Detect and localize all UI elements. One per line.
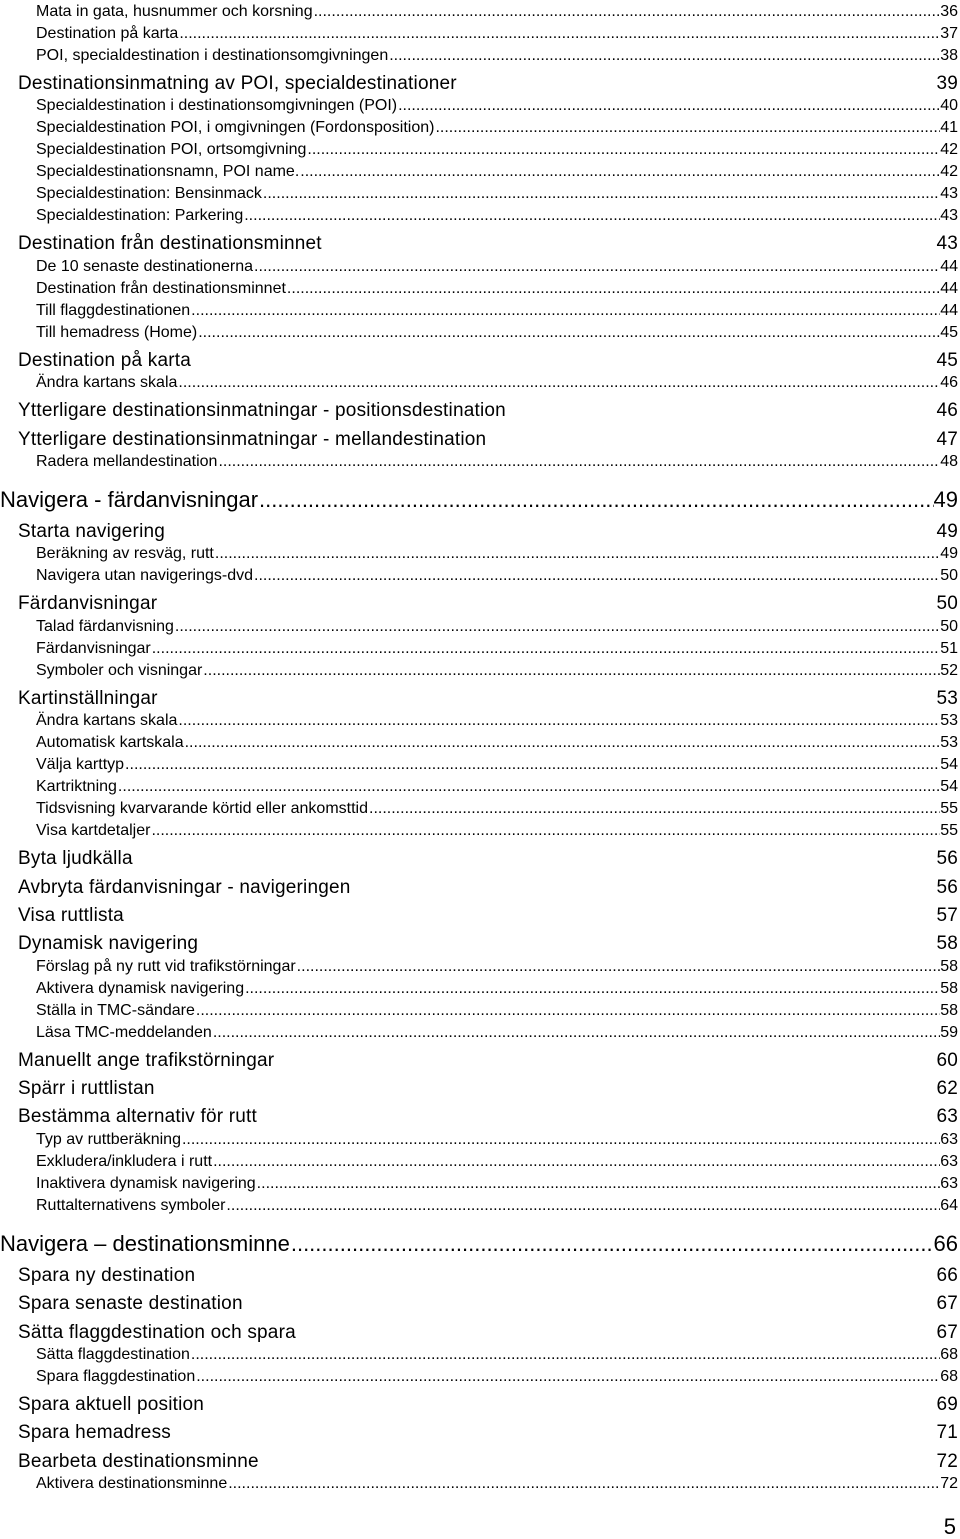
toc-entry-page: 40: [940, 97, 958, 115]
toc-entry-title: Ställa in TMC-sändare: [36, 1001, 195, 1019]
toc-entry-title: Ytterligare destinationsinmatningar - positionsdestination: [18, 400, 506, 422]
toc-entry-title: Spärr i ruttlistan: [18, 1078, 155, 1100]
dot-leader: [175, 616, 940, 638]
dot-leader: [228, 1473, 940, 1495]
toc-entry-title: Till hemadress (Home): [36, 323, 198, 341]
toc-section: [0, 899, 960, 927]
toc-section: [0, 515, 960, 543]
toc-entry-page: 51: [940, 639, 958, 657]
toc-subsection: [0, 278, 960, 300]
toc-subsection: [0, 183, 960, 205]
toc-entry-title: Automatisk kartskala: [36, 734, 184, 752]
dot-leader: [178, 372, 940, 394]
toc-subsection: [0, 616, 960, 638]
toc-entry-title: Spara senaste destination: [18, 1293, 243, 1315]
toc-subsection: [0, 978, 960, 1000]
toc-entry-title: Dynamisk navigering: [18, 933, 199, 955]
toc-entry-page: 58: [940, 1001, 958, 1019]
toc-subsection: [0, 1473, 960, 1495]
dot-leader: [307, 139, 940, 161]
toc-entry-page: 56: [936, 848, 958, 870]
toc-entry-page: 54: [940, 756, 958, 774]
toc-subsection: [0, 1000, 960, 1022]
toc-entry-page: 49: [940, 545, 958, 563]
toc-subsection: [0, 1, 960, 23]
toc-entry-title: Specialdestination i destinationsomgivningen (POI): [36, 97, 398, 115]
toc-subsection: [0, 1173, 960, 1195]
toc-entry-title: Spara flaggdestination: [36, 1368, 196, 1386]
toc-entry-title: Ändra kartans skala: [36, 712, 178, 730]
toc-section: [0, 227, 960, 255]
toc-entry-page: 66: [936, 1264, 958, 1286]
toc-entry-page: 68: [940, 1346, 958, 1364]
toc-section: [0, 67, 960, 95]
toc-subsection: [0, 372, 960, 394]
toc-entry-title: Radera mellandestination: [36, 452, 218, 470]
toc-entry-page: 43: [940, 207, 958, 225]
toc-section: [0, 423, 960, 451]
toc-entry-page: 46: [940, 374, 958, 392]
toc-entry-title: Mata in gata, husnummer och korsning: [36, 3, 313, 20]
toc-section: [0, 1416, 960, 1444]
toc-entry-title: Färdanvisningar: [18, 593, 158, 615]
toc-entry-title: De 10 senaste destinationerna: [36, 257, 254, 275]
dot-leader: [254, 565, 940, 587]
dot-leader: [226, 1195, 940, 1217]
toc-subsection: [0, 798, 960, 820]
toc-entry-page: 72: [936, 1450, 958, 1472]
toc-section: [0, 682, 960, 710]
toc-subsection: [0, 451, 960, 473]
toc-entry-title: Navigera utan navigerings-dvd: [36, 567, 254, 585]
dot-leader: [314, 1, 941, 23]
toc-entry-page: 57: [936, 904, 958, 926]
dot-leader: [263, 183, 940, 205]
toc-section: [0, 1287, 960, 1315]
toc-chapter: [0, 473, 960, 515]
toc-entry-page: 47: [936, 428, 958, 450]
toc-entry-page: 52: [940, 661, 958, 679]
toc-subsection: [0, 1195, 960, 1217]
dot-leader: [196, 1000, 940, 1022]
toc-entry-title: Kartinställningar: [18, 687, 158, 709]
toc-subsection: [0, 322, 960, 344]
toc-chapter: [0, 1217, 960, 1259]
toc-entry-title: Ändra kartans skala: [36, 374, 178, 392]
toc-entry-page: 44: [940, 279, 958, 297]
toc-entry-title: Sätta flaggdestination och spara: [18, 1321, 296, 1343]
toc-entry-title: Exkludera/inkludera i rutt: [36, 1152, 213, 1170]
toc-entry-title: Specialdestination POI, ortsomgivning: [36, 141, 307, 159]
toc-entry-page: 37: [940, 25, 958, 42]
toc-entry-title: Starta navigering: [18, 520, 166, 542]
toc-subsection: [0, 710, 960, 732]
toc-entry-page: 58: [940, 957, 958, 975]
toc-entry-title: Specialdestination POI, i omgivningen (Fordonsposition): [36, 119, 435, 137]
toc-subsection: [0, 1022, 960, 1044]
toc-entry-title: Bestämma alternativ för rutt: [18, 1106, 257, 1128]
dot-leader: [259, 484, 933, 515]
toc-subsection: [0, 660, 960, 682]
toc-entry-page: 50: [940, 617, 958, 635]
toc-entry-title: Specialdestination: Bensinmack: [36, 185, 262, 203]
toc-entry-title: Kartriktning: [36, 778, 117, 796]
toc-entry-page: 58: [940, 979, 958, 997]
dot-leader: [213, 1022, 940, 1044]
toc-entry-title: Destination från destinationsminnet: [36, 279, 286, 297]
dot-leader: [218, 451, 940, 473]
toc-entry-page: 58: [936, 933, 958, 955]
toc-entry-page: 63: [940, 1152, 958, 1170]
toc-subsection: [0, 117, 960, 139]
toc-section: [0, 1044, 960, 1072]
toc-section: [0, 927, 960, 955]
toc-entry-title: Förslag på ny rutt vid trafikstörningar: [36, 957, 296, 975]
dot-leader: [179, 23, 940, 45]
toc-section: [0, 394, 960, 422]
toc-subsection: [0, 95, 960, 117]
dot-leader: [291, 1228, 934, 1259]
dot-leader: [152, 638, 940, 660]
dot-leader: [300, 161, 940, 183]
toc-entry-page: 46: [936, 400, 958, 422]
toc-entry-title: POI, specialdestination i destinationsomgivningen: [36, 47, 389, 64]
toc-entry-page: 41: [940, 119, 958, 137]
dot-leader: [245, 978, 940, 1000]
toc-entry-page: 36: [940, 3, 958, 20]
toc-entry-title: Inaktivera dynamisk navigering: [36, 1174, 256, 1192]
dot-leader: [198, 322, 940, 344]
toc-subsection: [0, 565, 960, 587]
toc-entry-title: Ytterligare destinationsinmatningar - mellandestination: [18, 428, 487, 450]
toc-entry-page: 39: [936, 73, 958, 94]
dot-leader: [287, 278, 940, 300]
toc-entry-title: Avbryta färdanvisningar - navigeringen: [18, 876, 351, 898]
toc-entry-page: 64: [940, 1196, 958, 1214]
toc-subsection: [0, 543, 960, 565]
dot-leader: [191, 300, 940, 322]
toc-subsection: [0, 45, 960, 67]
toc-entry-title: Destination på karta: [36, 25, 179, 42]
toc-section: [0, 1072, 960, 1100]
toc-subsection: [0, 1129, 960, 1151]
dot-leader: [435, 117, 940, 139]
toc-entry-page: 62: [936, 1078, 958, 1100]
toc-entry-page: 60: [936, 1049, 958, 1071]
toc-section: [0, 1388, 960, 1416]
dot-leader: [389, 45, 940, 67]
toc-subsection: [0, 205, 960, 227]
dot-leader: [182, 1129, 940, 1151]
toc-entry-title: Aktivera destinationsminne: [36, 1475, 228, 1493]
toc-subsection: [0, 139, 960, 161]
toc-entry-page: 50: [940, 567, 958, 585]
toc-entry-page: 67: [936, 1293, 958, 1315]
toc-subsection: [0, 1366, 960, 1388]
toc-entry-page: 55: [940, 822, 958, 840]
toc-entry-title: Specialdestinationsnamn, POI name.: [36, 163, 300, 181]
dot-leader: [215, 543, 940, 565]
dot-leader: [151, 820, 940, 842]
toc-entry-page: 66: [933, 1230, 958, 1256]
toc-subsection: [0, 1344, 960, 1366]
toc-subsection: [0, 820, 960, 842]
toc-entry-title: Destinationsinmatning av POI, specialdestinationer: [18, 73, 457, 94]
toc-entry-page: 53: [940, 712, 958, 730]
toc-subsection: [0, 732, 960, 754]
toc-entry-title: Spara aktuell position: [18, 1394, 205, 1416]
toc-subsection: [0, 1151, 960, 1173]
toc-entry-title: Välja karttyp: [36, 756, 125, 774]
toc-entry-page: 43: [936, 233, 958, 255]
toc-section: [0, 842, 960, 870]
toc-entry-page: 53: [940, 734, 958, 752]
toc-entry-title: Bearbeta destinationsminne: [18, 1450, 259, 1472]
toc-entry-page: 44: [940, 301, 958, 319]
dot-leader: [191, 1344, 940, 1366]
toc-entry-page: 59: [940, 1023, 958, 1041]
toc-entry-page: 42: [940, 141, 958, 159]
toc-entry-title: Läsa TMC-meddelanden: [36, 1023, 212, 1041]
toc-section: [0, 871, 960, 899]
toc-entry-title: Destination från destinationsminnet: [18, 233, 322, 255]
dot-leader: [254, 256, 940, 278]
toc-entry-page: 44: [940, 257, 958, 275]
toc-subsection: [0, 956, 960, 978]
toc-section: [0, 1100, 960, 1128]
toc-entry-page: 72: [940, 1475, 958, 1493]
toc-entry-title: Sätta flaggdestination: [36, 1346, 190, 1364]
toc-subsection: [0, 300, 960, 322]
toc-subsection: [0, 256, 960, 278]
toc-entry-title: Visa kartdetaljer: [36, 822, 151, 840]
toc-entry-page: 45: [936, 349, 958, 371]
toc-subsection: [0, 23, 960, 45]
toc-entry-page: 54: [940, 778, 958, 796]
toc-entry-page: 56: [936, 876, 958, 898]
dot-leader: [257, 1173, 941, 1195]
toc-entry-title: Byta ljudkälla: [18, 848, 133, 870]
toc-entry-title: Spara ny destination: [18, 1264, 196, 1286]
dot-leader: [398, 95, 940, 117]
toc-entry-title: Destination på karta: [18, 349, 191, 371]
dot-leader: [244, 205, 940, 227]
toc-entry-title: Beräkning av resväg, rutt: [36, 545, 214, 563]
toc-entry-page: 49: [933, 486, 958, 512]
toc-section: [0, 1259, 960, 1287]
toc-entry-page: 53: [936, 687, 958, 709]
toc-section: [0, 587, 960, 615]
dot-leader: [203, 660, 940, 682]
toc-entry-page: 63: [940, 1130, 958, 1148]
toc-entry-page: 49: [936, 520, 958, 542]
toc-entry-page: 42: [940, 163, 958, 181]
dot-leader: [125, 754, 940, 776]
toc-section: [0, 1445, 960, 1473]
toc-entry-page: 63: [936, 1106, 958, 1128]
toc-section: [0, 344, 960, 372]
toc-entry-title: Visa ruttlista: [18, 904, 124, 926]
toc-entry-page: 71: [936, 1422, 958, 1444]
dot-leader: [297, 956, 941, 978]
toc-subsection: [0, 161, 960, 183]
toc-entry-title: Till flaggdestinationen: [36, 301, 191, 319]
toc-entry-page: 68: [940, 1368, 958, 1386]
toc-entry-page: 50: [936, 593, 958, 615]
toc-entry-title: Aktivera dynamisk navigering: [36, 979, 245, 997]
toc-entry-page: 55: [940, 800, 958, 818]
dot-leader: [178, 710, 940, 732]
toc-subsection: [0, 754, 960, 776]
toc-entry-title: Specialdestination: Parkering: [36, 207, 244, 225]
toc-entry-title: Navigera – destinationsminne: [0, 1230, 290, 1256]
toc-entry-title: Ruttalternativens symboler: [36, 1196, 226, 1214]
toc-subsection: [0, 638, 960, 660]
toc-entry-title: Talad färdanvisning: [36, 617, 174, 635]
dot-leader: [118, 776, 940, 798]
dot-leader: [213, 1151, 940, 1173]
toc-subsection: [0, 776, 960, 798]
page-number: 5: [943, 1514, 956, 1539]
dot-leader: [185, 732, 941, 754]
toc-entry-title: Spara hemadress: [18, 1422, 171, 1444]
toc-entry-page: 48: [940, 452, 958, 470]
toc-entry-title: Manuellt ange trafikstörningar: [18, 1049, 275, 1071]
toc-entry-page: 45: [940, 323, 958, 341]
toc-entry-title: Typ av ruttberäkning: [36, 1130, 181, 1148]
toc-entry-page: 43: [940, 185, 958, 203]
toc-entry-page: 67: [936, 1321, 958, 1343]
toc-entry-title: Tidsvisning kvarvarande körtid eller ankomsttid: [36, 800, 368, 818]
dot-leader: [369, 798, 940, 820]
toc-entry-title: Navigera - färdanvisningar: [0, 486, 259, 512]
toc-entry-title: Färdanvisningar: [36, 639, 151, 657]
toc-entry-page: 69: [936, 1394, 958, 1416]
table-of-contents: [0, 1, 960, 1495]
toc-section: [0, 1316, 960, 1344]
dot-leader: [196, 1366, 940, 1388]
toc-entry-page: 38: [940, 47, 958, 64]
toc-entry-title: Symboler och visningar: [36, 661, 203, 679]
toc-entry-page: 63: [940, 1174, 958, 1192]
